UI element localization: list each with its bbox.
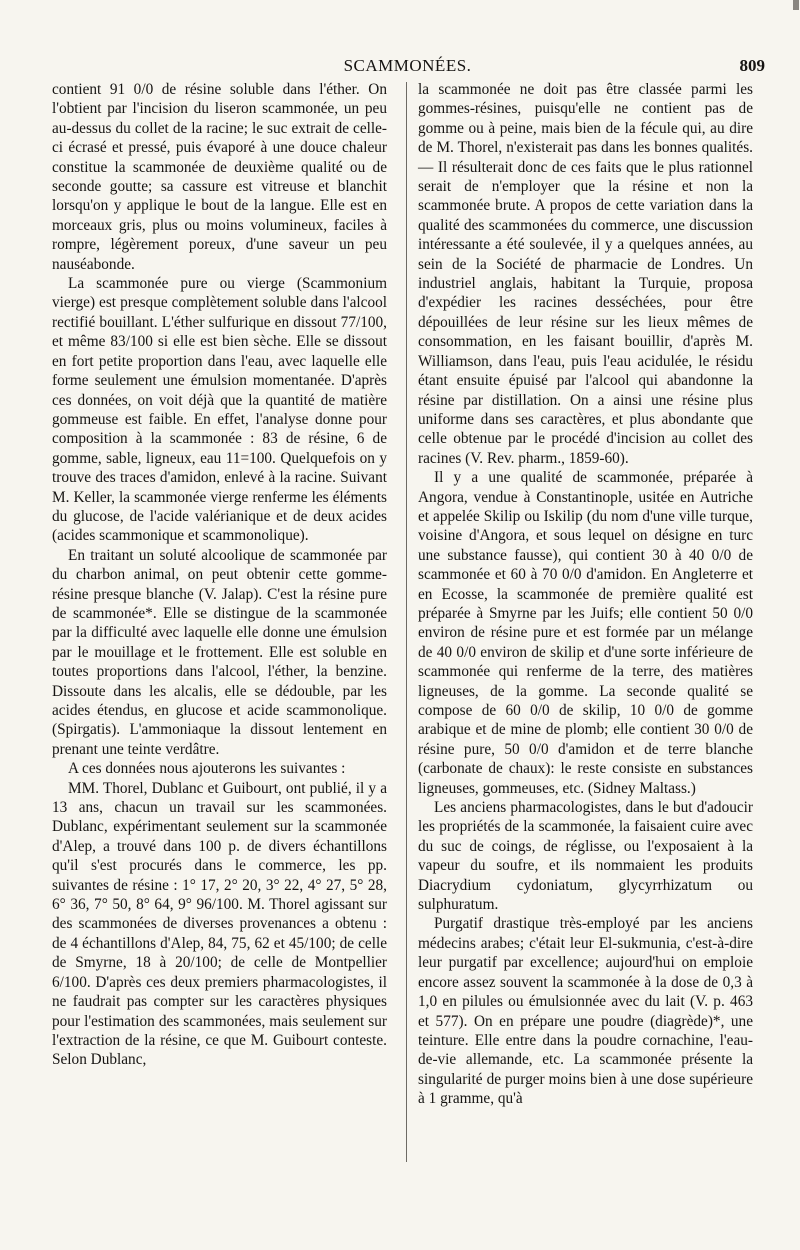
edge-mark [793,0,799,10]
column-divider [406,82,407,1162]
paragraph: Les anciens pharmacologistes, dans le but d'adoucir les propriétés de la scammonée, la faisaient cuire avec du suc de coings, de réglisse, ou l'exposaient à la vapeur du soufre, et ils nommaient les produits Diacrydium cydoniatum, glycyrrhizatum ou sulphuratum. [418,799,753,914]
left-column [52,80,387,1070]
page-header [50,56,765,82]
paragraph: A ces données nous ajouterons les suivantes : [68,760,346,778]
page-number: 809 [739,56,765,75]
paragraph: La scammonée pure ou vierge (Scammonium vierge) est presque complètement soluble dans l'alcool rectifié bouillant. L'éther sulfurique en dissout 77/100, et même 83/100 si elle est bien sèche. Elle se dissout en fort petite proportion dans l'eau, avec laquelle elle forme seulement une émulsion momentanée. D'après ces données, on voit déjà que la quantité de matière gommeuse est faible. En effet, l'analyse donne pour composition à la scammonée : 83 de résine, 6 de gomme, sable, ligneux, eau 11=100. Quelquefois on y trouve des traces d'amidon, enlevé à la racine. Suivant M. Keller, la scammonée vierge renferme les éléments du glucose, de l'acide valérianique et de deux acides (acides scammonique et scammonolique). [52,275,387,545]
paragraph: En traitant un soluté alcoolique de scammonée par du charbon animal, on peut obtenir cette gomme-résine presque blanche (V. Jalap). C'est la résine pure de scammonée*. Elle se distingue de la scammonée par la difficulté avec laquelle elle donne une émulsion par le mouillage et le frottement. Elle est soluble en toutes proportions dans l'alcool, l'éther, la benzine. Dissoute dans les alcalis, elle se dédouble, par les acides étendus, en glucose et acide scammonolique. (Spirgatis). L'ammoniaque la dissout lentement en prenant une teinte verdâtre. [52,546,387,758]
paragraph: contient 91 0/0 de résine soluble dans l'éther. On l'obtient par l'incision du liseron scammonée, un peu au-dessus du collet de la racine; le suc extrait de celle-ci écrasé et pressé, puis évaporé à une douce chaleur constitue la scammonée de deuxième qualité ou de seconde goutte; sa cassure est vitreuse et blanchit lorsqu'on y applique le bout de la langue. Elle est en morceaux gris, plus ou moins volumineux, faciles à rompre, légèrement poreux, d'une saveur un peu nauséabonde. [52,81,387,273]
paragraph: MM. Thorel, Dublanc et Guibourt, ont publié, il y a 13 ans, chacun un travail sur les scammonées. Dublanc, expérimentant seulement sur la scammonée d'Alep, a trouvé dans 100 p. de divers échantillons qu'il s'est procurés dans le commerce, les pp. suivantes de résine : 1° 17, 2° 20, 3° 22, 4° 27, 5° 28, 6° 36, 7° 50, 8° 64, 9° 96/100. M. Thorel agissant sur des scammonées de diverses provenances a obtenu : de 4 échantillons d'Alep, 84, 75, 62 et 45/100; de celle de Smyrne, 18 à 20/100; de celle de Montpellier 6/100. D'après ces deux premiers pharmacologistes, il ne faudrait pas compter sur les caractères physiques pour l'estimation des scammonées, mais seulement sur l'extraction de la résine, ce que M. Guibourt conteste. Selon Dublanc, [52,779,387,1069]
right-column [418,80,753,1109]
paragraph: Purgatif drastique très-employé par les anciens médecins arabes; c'était leur El-sukmunia, c'est-à-dire leur purgatif par excellence; aujourd'hui on emploie encore assez souvent la scammonée à la dose de 0,3 à 1,0 en pilules ou émulsionnée avec du lait (V. p. 463 et 577). On en prépare une poudre (diagrède)*, une teinture. Elle entre dans la poudre cornachine, l'eau-de-vie allemande, etc. La scammonée présente la singularité de purger moins bien à une dose supérieure à 1 gramme, qu'à [418,915,753,1108]
running-title: SCAMMONÉES. [343,56,472,75]
paragraph: la scammonée ne doit pas être classée parmi les gommes-résines, puisqu'elle ne contient pas de gomme ou à peine, mais bien de la fécule qui, au dire de M. Thorel, n'existerait pas dans les bonnes qualités. — Il résulterait donc de ces faits que le plus rationnel serait de n'employer que la résine et non la scammonée brute. A propos de cette variation dans la qualité des scammonées du commerce, une discussion intéressante a été soulevée, il y a quelques années, au sein de la Société de pharmacie de Londres. Un industriel anglais, habitant la Turquie, proposa d'expédier les racines desséchées, pour être dépouillées de leur résine sur les lieux mêmes de consommation, en les faisant bouillir, d'après M. Williamson, dans l'eau, puis l'eau acidulée, le résidu étant ensuite épuisé par l'alcool qui abandonne la résine par distillation. On a ainsi une résine plus uniforme dans ses caractères, et plus abondante que celle obtenue par le procédé d'incision au collet des racines (V. Rev. pharm., 1859-60). [418,81,753,467]
paragraph: Il y a une qualité de scammonée, préparée à Angora, vendue à Constantinople, usitée en Autriche et appelée Skilip ou Iskilip (du nom d'une ville turque, voisine d'Angora, et sous lequel on désigne en turc une substance fausse), qui contient 30 à 40 0/0 de scammonée et 60 à 70 0/0 d'amidon. En Angleterre et en Ecosse, la scammonée de première qualité est préparée à Smyrne par les Juifs; elle contient 50 0/0 environ de résine pure et est formée par un mélange de 40 0/0 environ de skilip et d'une sorte inférieure de scammonée qui renferme de la terre, des matières ligneuses, de la gomme. La seconde qualité se compose de 60 0/0 de skilip, 10 0/0 de gomme arabique et de mine de plomb; elle contient 30 0/0 de résine pure, 50 0/0 d'amidon et de terre blanche (carbonate de chaux): le reste consiste en substances ligneuses, gommeuses, etc. (Sidney Maltass.) [418,469,753,797]
